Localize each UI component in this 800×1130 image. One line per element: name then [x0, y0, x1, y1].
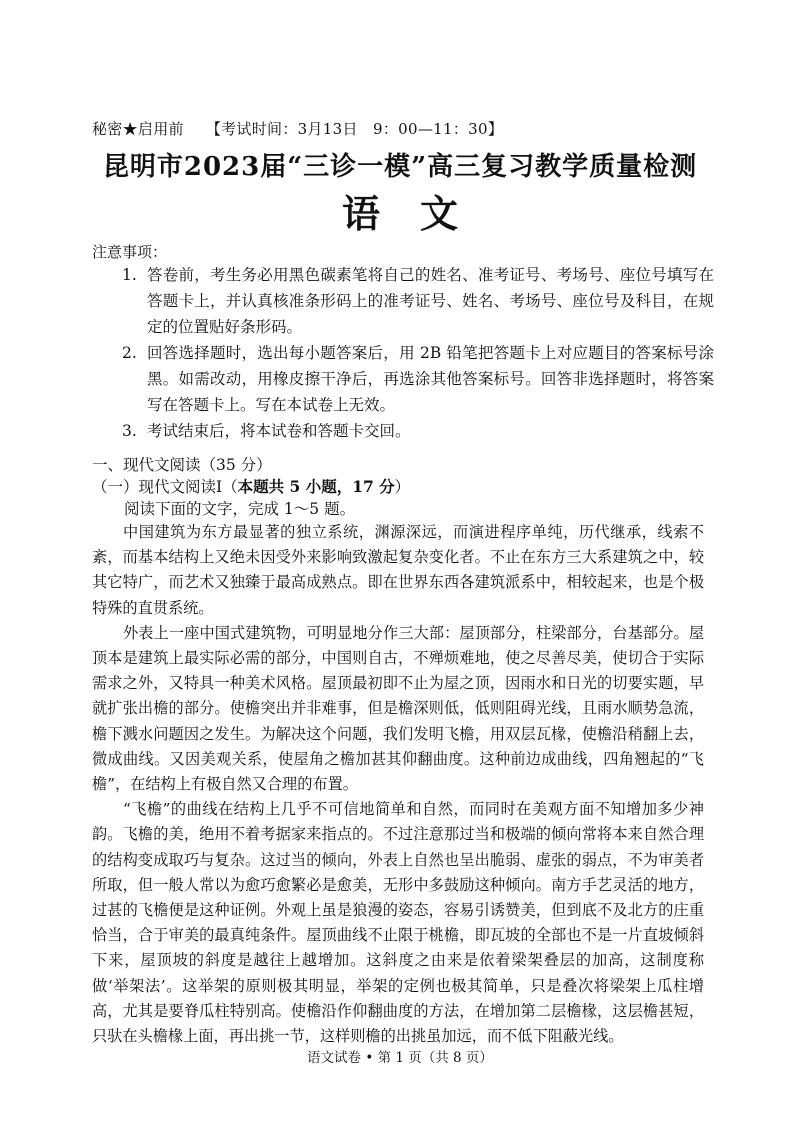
- passage-paragraph: 中国建筑为东方最显著的独立系统，渊源深远，而演进程序单纯，历代继承，线索不紊，而基本结构上又绝未因受外来影响致激起复杂变化者。不止在东方三大系建筑之中，较其它特广，而艺术又独臻于最高成熟点。即在世界东西各建筑派系中，相较起来，也是个极特殊的直贯系统。: [92, 523, 704, 617]
- reading-passage: [92, 520, 704, 1049]
- subsection-heading: [92, 475, 410, 497]
- note-item: [122, 262, 714, 340]
- exam-time: 【考试时间：3月13日 9：00—11：30】: [205, 120, 504, 138]
- note-number: 2.: [122, 344, 137, 362]
- note-text: 回答选择题时，选出每小题答案后，用 2B 铅笔把答题卡上对应题目的答案标号涂黑。如需改动，用橡皮擦干净后，再选涂其他答案标号。回答非选择题时，将答案写在答题卡上。写在本试卷上无效。: [147, 344, 714, 414]
- subsection-prefix: （一）现代文阅读Ⅰ（: [92, 478, 238, 496]
- note-number: 1.: [122, 266, 137, 284]
- subsection-score: 本题共 5 小题，17 分: [237, 477, 395, 496]
- passage-paragraph: 外表上一座中国式建筑物，可明显地分作三大部：屋顶部分，柱梁部分，台基部分。屋顶本是建筑上最实际必需的部分，中国则自古，不殚烦难地，使之尽善尽美，使切合于实际需求之外，又特具一种美术风格。屋顶最初即不止为屋之顶，因雨水和日光的切要实题，早就扩张出檐的部分。使檐突出并非难事，但是檐深则低，低则阻碍光线，且雨水顺势急流，檐下溅水问题因之发生。为解决这个问题，我们发明飞檐，用双层瓦椽，使檐沿稍翻上去，微成曲线。又因美观关系，使屋角之檐加甚其仰翻曲度。这种前边成曲线，四角翘起的“飞檐”，在结构上有极自然又合理的布置。: [92, 623, 704, 794]
- notes-label: 注意事项：: [92, 243, 168, 261]
- note-item: [122, 340, 714, 418]
- note-text: 考试结束后，将本试卷和答题卡交回。: [147, 422, 411, 440]
- note-text: 答卷前，考生务必用黑色碳素笔将自己的姓名、准考证号、考场号、座位号填写在答题卡上，并认真核准条形码上的准考证号、姓名、考场号、座位号及科目，在规定的位置贴好条形码。: [147, 266, 714, 336]
- note-item: [122, 418, 714, 444]
- secrecy-label: 秘密★启用前: [92, 120, 184, 138]
- page-footer: 语文试卷 • 第 1 页（共 8 页）: [307, 1050, 493, 1066]
- header-line: [92, 118, 503, 139]
- notes-list: [122, 262, 714, 444]
- subsection-suffix: ）: [394, 478, 411, 496]
- note-number: 3.: [122, 422, 137, 440]
- section-heading: 一、现代文阅读（35 分）: [92, 456, 272, 474]
- reading-instruction: 阅读下面的文字，完成 1～5 题。: [124, 500, 356, 518]
- subject-title: 语文: [341, 191, 498, 236]
- exam-title: 昆明市2023届“三诊一模”高三复习教学质量检测: [102, 152, 698, 182]
- passage-paragraph: “飞檐”的曲线在结构上几乎不可信地简单和自然，而同时在美观方面不知增加多少神韵。飞檐的美，绝用不着考据家来指点的。不过注意那过当和极端的倾向常将本来自然合理的结构变成取巧与复杂。这过当的倾向，外表上自然也呈出脆弱、虚张的弱点，不为审美者所取，但一般人常以为愈巧愈繁必是愈美，无形中多鼓励这种倾向。南方手艺灵活的地方，过甚的飞檐便是这种证例。外观上虽是狼漫的姿态，容易引诱赞美，但到底不及北方的庄重恰当，合于审美的最真纯条件。屋顶曲线不止限于桃檐，即瓦坡的全部也不是一片直坡倾斜下来，屋顶坡的斜度是越往上越增加。这斜度之由来是依着梁架叠层的加高，这制度称做‘举架法’。这举架的原则极其明显，举架的定例也极其简单，只是叠次将梁架上瓜柱增高，尤其是要脊瓜柱特别高。使檐沿作仰翻曲度的方法，在增加第二层檐椽，这层檐甚短，只驮在头檐椽上面，再出挑一节，这样则檐的出挑虽加远，而不低下阻蔽光线。: [92, 800, 704, 1046]
